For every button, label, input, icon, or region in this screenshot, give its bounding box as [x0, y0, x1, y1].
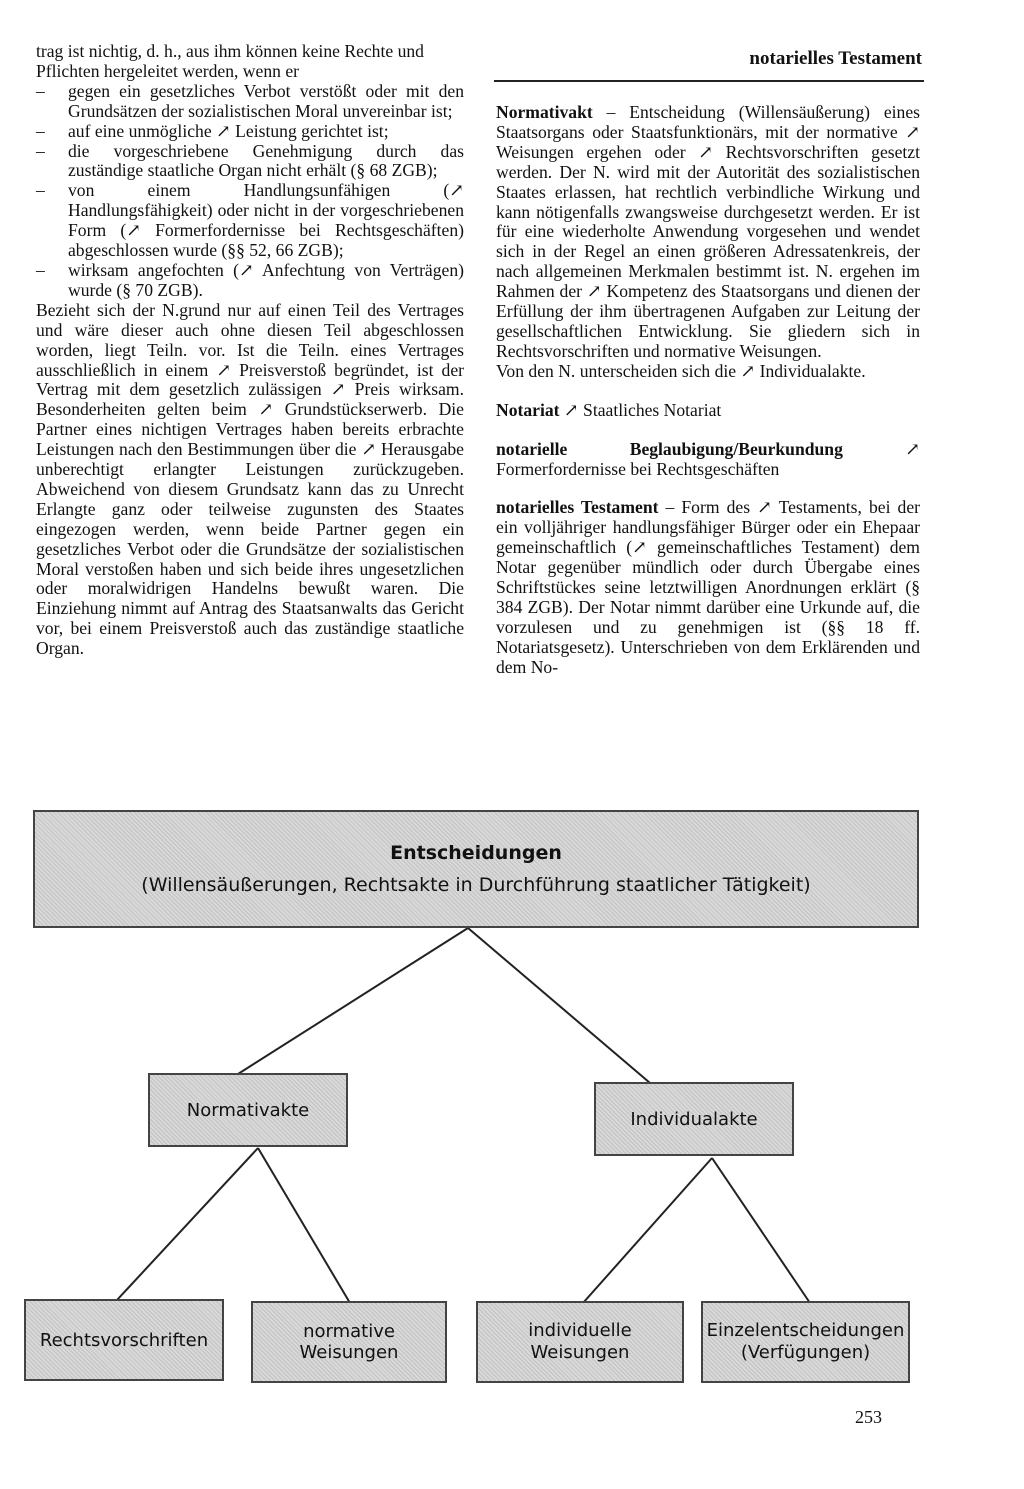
list-item — [36, 181, 464, 261]
list-dash: – — [36, 180, 45, 201]
intro-text: trag ist nichtig, d. h., aus ihm können keine Rechte und Pflichten hergeleitet werden, wenn er — [36, 41, 424, 81]
list-item-text: wirksam angefochten (↗ Anfechtung von Verträgen) wurde (§ 70 ZGB). — [68, 259, 464, 300]
node-label: Rechtsvorschriften — [39, 1329, 209, 1351]
diagram-leaf-normative-weisungen — [251, 1301, 447, 1383]
entry-text: – Entscheidung (Willensäußerung) eines Staatsorgans oder Staatsfunktionärs, mit der normative ↗ Weisungen ergehen oder ↗ Rechtsvorschriften gesetzt werden. Der N. wird mit der Autorität des sozialistischen Staates erlassen, hat rechtlich verbindliche Wirkung und kann nötigenfalls zwangsweise durchgesetzt werden. Er ist für eine wiederholte Anwendung vorgesehen und wendet sich in der Regel an einen größeren Adressatenkreis, der nach allgemeinen Merkmalen bestimmt ist. N. ergehen im Rahmen der ↗ Kompetenz des Staatsorgans und dienen der Erfüllung der ihm übertragenen Aufgaben zur Leitung der gesellschaftlichen Entwicklung. Sie gliedern sich in Rechtsvorschriften und normative Weisungen. — [496, 102, 920, 361]
node-label: individuelle — [528, 1320, 632, 1341]
root-title: Entscheidungen — [390, 842, 562, 864]
list-dash: – — [36, 140, 45, 161]
paragraph-gap — [496, 382, 920, 401]
root-subtitle: (Willensäußerungen, Rechtsakte in Durchführung staatlicher Tätigkeit) — [141, 874, 811, 896]
connector-line — [258, 1148, 350, 1303]
right-column — [496, 103, 920, 678]
entry-text: ↗ Staatliches Notariat — [559, 399, 722, 420]
list-item-text: gegen ein gesetzliches Verbot verstößt oder mit den Grundsätzen der sozialistischen Moral unvereinbar ist; — [68, 80, 464, 121]
diagram-root-node — [33, 810, 919, 928]
list-item — [36, 82, 464, 122]
entry-lemma: notarielle Beglaubigung/Beurkundung — [496, 438, 843, 459]
diagram-leaf-einzelentscheidungen — [701, 1301, 910, 1383]
paragraph-gap — [496, 479, 920, 498]
node-label: (Verfügungen) — [740, 1342, 871, 1363]
running-head: notarielles Testament — [749, 48, 922, 69]
header-rule — [494, 80, 924, 82]
list-dash: – — [36, 259, 45, 280]
body-text: Bezieht sich der N.grund nur auf einen Teil des Vertrages und wäre dieser auch ohne diesen Teil abgeschlossen worden, liegt Teiln. vor. Ist die Teiln. eines Vertrages ausschließlich in einem ↗ Preisverstoß begründet, ist der Vertrag mit dem gesetzlich zulässigen ↗ Preis wirksam. Besonderheiten gelten beim ↗ Grundstückserwerb. Die Partner eines nichtigen Vertrages haben bereits erbrachte Leistungen nach den Bestimmungen über die ↗ Herausgabe unberechtigt erlangter Leistungen zurückzugeben. Abweichend von diesem Grundsatz kann das zu Unrecht Erlangte ganz oder teilweise zugunsten des Staates eingezogen werden, wenn beide Partner gegen ein gesetzliches Verbot oder die Grundsätze der sozialistischen Moral verstoßen haben und sich beide ihres ungesetzlichen oder moralwidrigen Handelns bewußt waren. Die Einziehung nimmt auf Antrag des Staatsanwalts das Gericht vor, bei einem Preisverstoß auch das zuständige staatliche Organ. — [36, 299, 464, 659]
entry-notariat — [496, 401, 920, 421]
entry-text-continued: Von den N. unterscheiden sich die ↗ Individualakte. — [496, 360, 866, 381]
paragraph-gap — [496, 421, 920, 440]
entry-text: ↗ Formerfordernisse bei Rechtsgeschäften — [496, 438, 921, 479]
diagram-leaf-rechtsvorschriften — [24, 1299, 224, 1381]
node-label: normative Weisungen — [299, 1321, 399, 1363]
connector-line — [468, 928, 650, 1083]
node-label: Einzelentscheidungen — [706, 1320, 905, 1341]
entry-testament — [496, 498, 920, 677]
connector-line — [712, 1158, 810, 1303]
entry-lemma: Notariat — [496, 399, 560, 420]
diagram-leaf-individuelle-weisungen — [476, 1301, 684, 1383]
connector-line — [583, 1158, 712, 1303]
node-label: Weisungen — [530, 1342, 630, 1363]
node-label: Individualakte — [630, 1108, 758, 1130]
page-number: 253 — [855, 1407, 882, 1427]
list-item — [36, 142, 464, 182]
list-dash: – — [36, 80, 45, 101]
list-item-text: auf eine unmögliche ↗ Leistung gerichtet ist; — [68, 120, 389, 141]
list-item — [36, 261, 464, 301]
list-item-text: die vorgeschriebene Genehmigung durch das zuständige staatliche Organ nicht erhält (§ 68 ZGB); — [68, 140, 464, 181]
list-item-text: von einem Handlungsunfähigen (↗ Handlungsfähigkeit) oder nicht in der vorgeschriebenen Form (↗ Formerfordernisse bei Rechtsgeschäften) abgeschlossen wurde (§§ 52, 66 ZGB); — [68, 180, 464, 261]
entry-lemma: notarielles Testament — [496, 497, 659, 518]
entry-normativakt — [496, 103, 920, 362]
diagram-node-normativakte — [148, 1073, 348, 1147]
diagram-node-individualakte — [594, 1082, 794, 1156]
list-item — [36, 122, 464, 142]
entry-lemma: Normativakt — [496, 102, 593, 122]
connector-line — [117, 1148, 258, 1300]
list-dash: – — [36, 120, 45, 141]
node-label: Normativakte — [186, 1099, 310, 1121]
entry-beglaubigung — [496, 440, 920, 480]
left-column — [36, 42, 464, 659]
entry-text: – Form des ↗ Testaments, bei der ein volljähriger handlungsfähiger Bürger oder ein Ehepaar gemeinschaftlich (↗ gemeinschaftliches Testament) dem Notar gegenüber mündlich oder durch Übergabe eines Schriftstückes seine letztwilligen Anordnungen erklärt (§ 384 ZGB). Der Notar nimmt darüber eine Urkunde auf, die vorzulesen und zu genehmigen ist (§§ 18 ff. Notariatsgesetz). Unterschrieben von dem Erklärenden und dem No- — [496, 497, 920, 677]
connector-line — [238, 928, 468, 1074]
